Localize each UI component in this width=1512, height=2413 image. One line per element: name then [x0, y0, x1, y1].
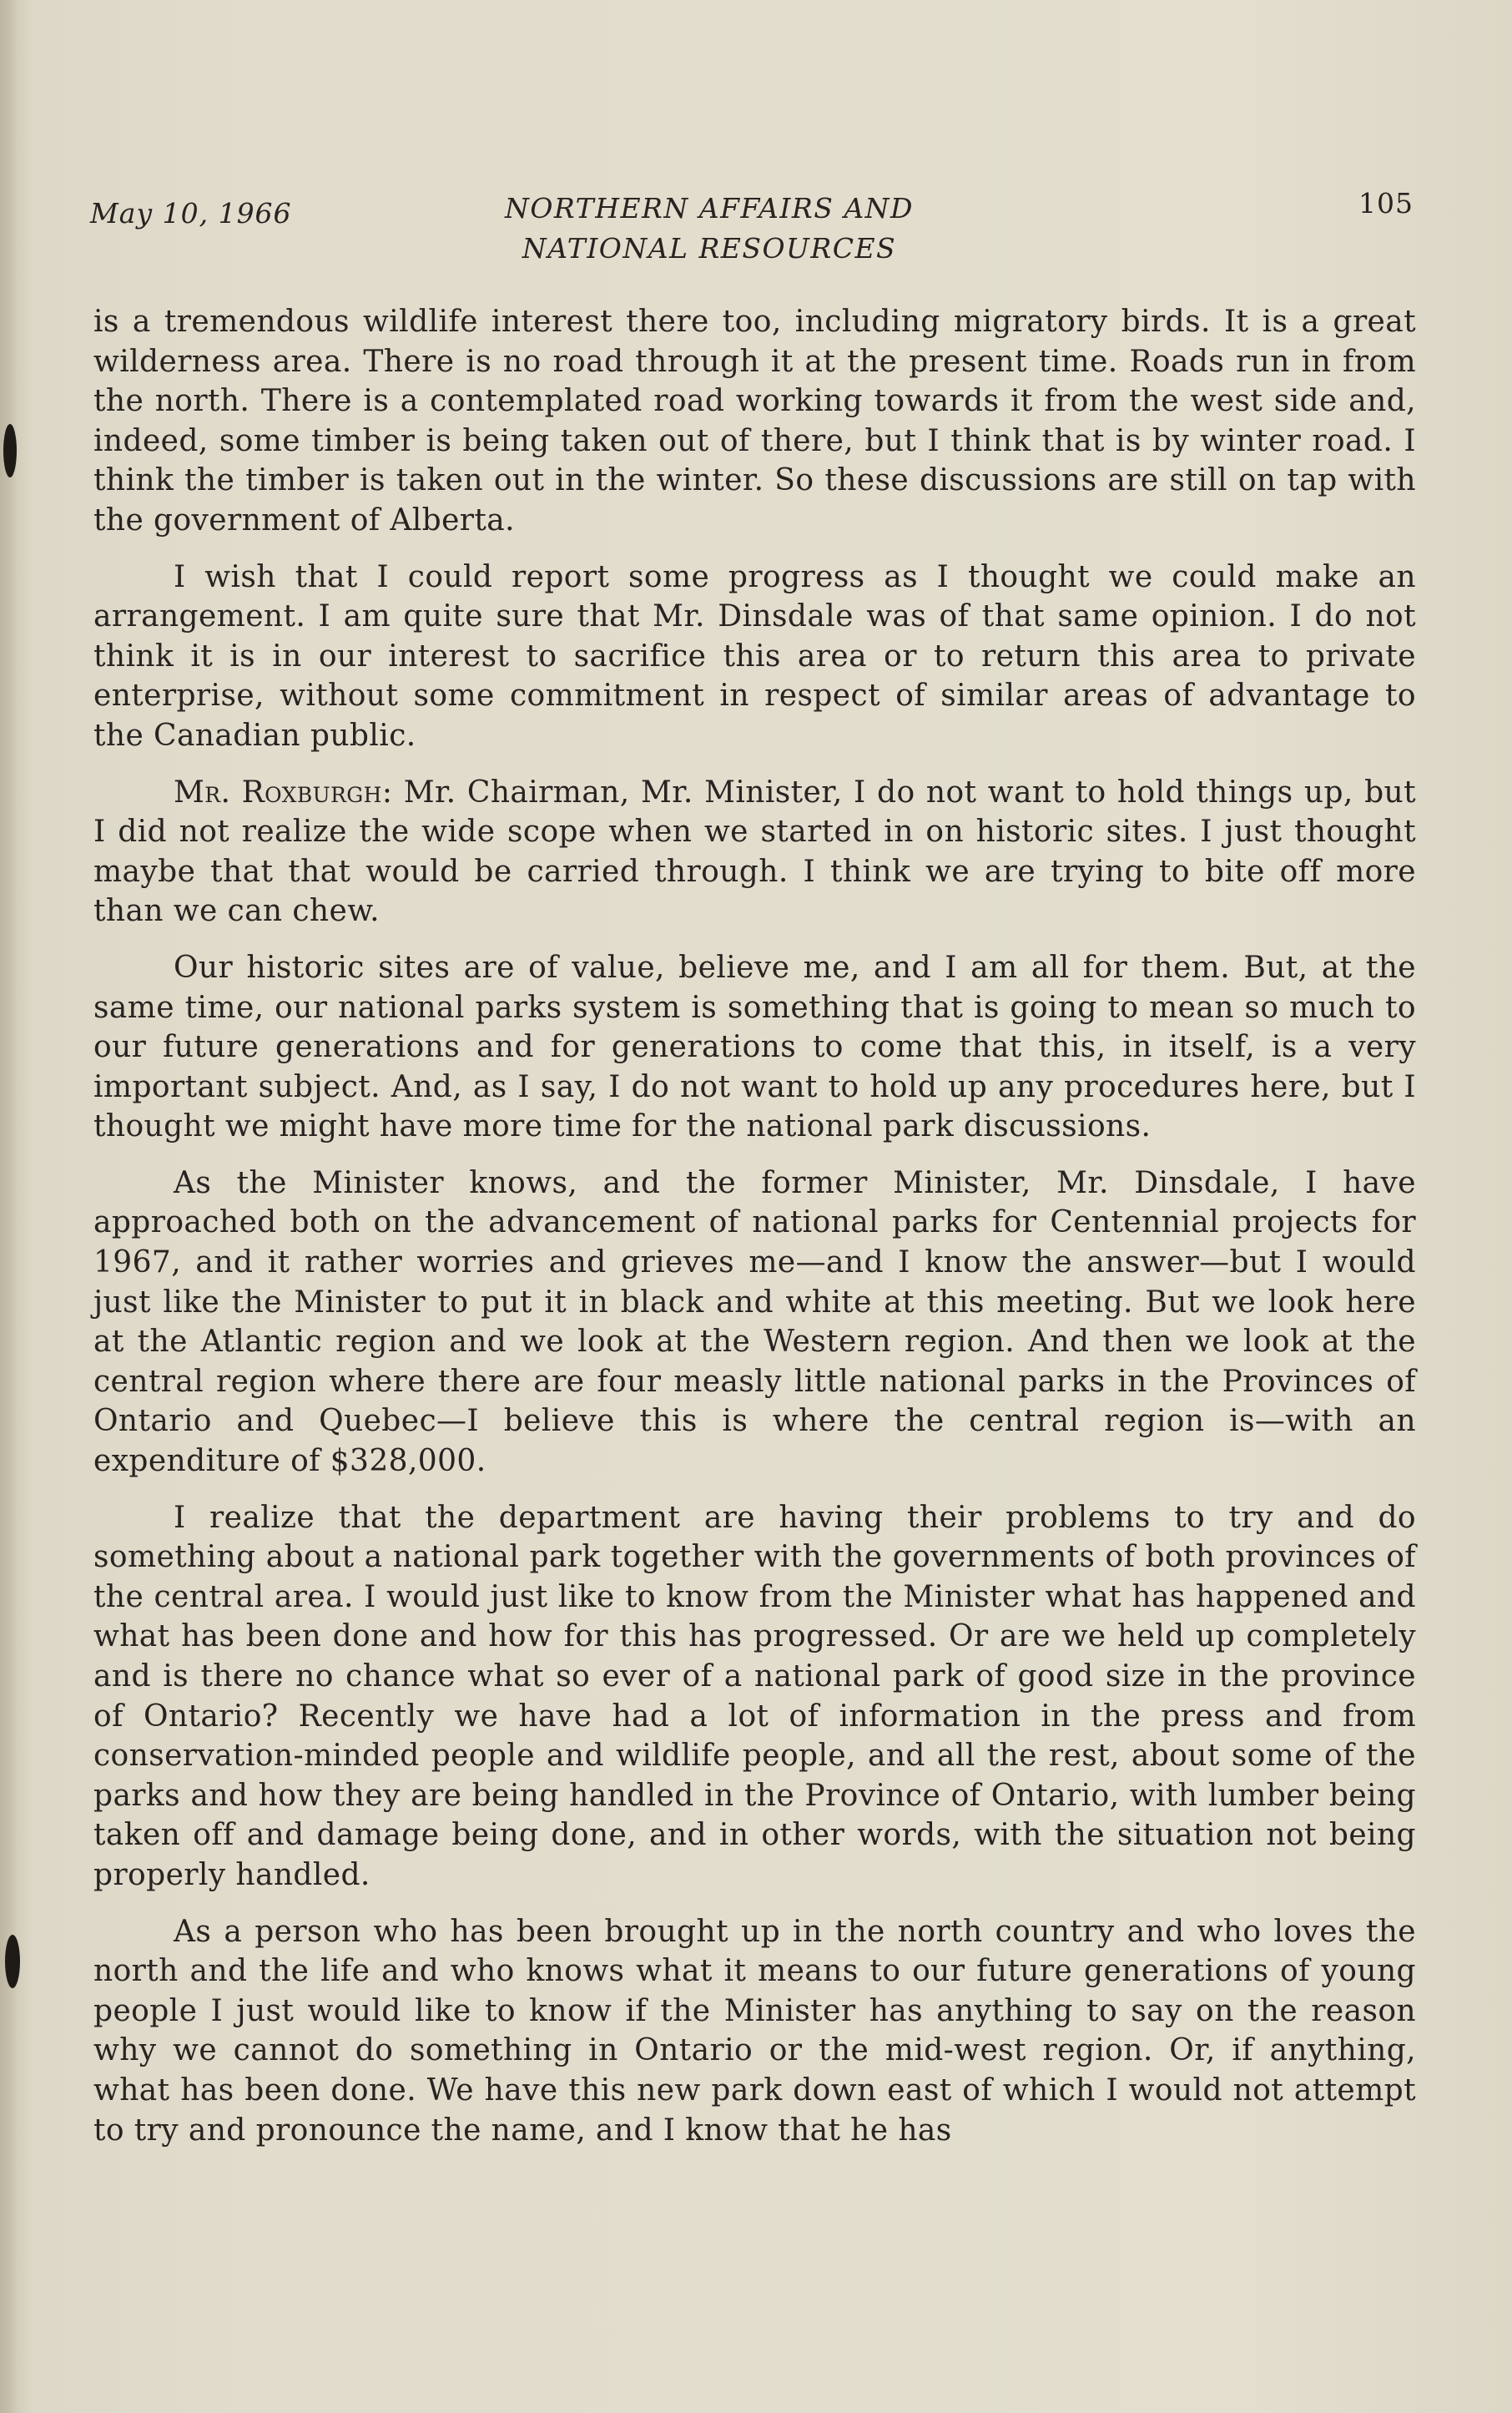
paragraph: [93, 1912, 1416, 2151]
paragraph: [93, 773, 1416, 931]
paragraph-text: I wish that I could report some progress as I thought we could make an arrangement. I am quite sure that Mr. Dinsdale was of that same opinion. I do not think it is in our interest to sacrifice this area or to return this area to private enterprise, without some commitment in respect of similar areas of advantage to the Canadian public.: [93, 559, 1416, 753]
header-title-line-1: NORTHERN AFFAIRS AND: [504, 192, 915, 225]
paragraph-text: As the Minister knows, and the former Minister, Mr. Dinsdale, I have approached both on the advancement of national parks for Centennial projects for 1967, and it rather worries and grieves me—and I know the answer—but I would just like the Minister to put it in black and white at this meeting. But we look here at the Atlantic region and we look at the Western region. And then we look at the central region where there are four measly little national parks in the Provinces of Ontario and Quebec—I believe this is where the central region is—with an expenditure of $328,000.: [93, 1165, 1416, 1479]
paragraph-text: Our historic sites are of value, believe me, and I am all for them. But, at the same time, our national parks system is something that is going to mean so much to our future generations and for generations to come that this, in itself, is a very important subject. And, as I say, I do not want to hold up any procedures here, but I thought we might have more time for the national park discussions.: [93, 950, 1416, 1144]
paragraph: [93, 302, 1416, 541]
page-number: 105: [1358, 187, 1414, 220]
binding-hole: [3, 424, 17, 477]
paragraph: [93, 558, 1416, 756]
paragraph: [93, 1498, 1416, 1896]
paragraph-text: is a tremendous wildlife interest there too, including migratory birds. It is a great wilderness area. There is no road through it at the present time. Roads run in from the north. There is a contemplated road working towards it from the west side and, indeed, some timber is being taken out of there, but I think that is by winter road. I think the timber is taken out in the winter. So these discussions are still on tap with the government of Alberta.: [93, 305, 1416, 538]
paragraph: [93, 948, 1416, 1147]
header-date: May 10, 1966: [90, 197, 292, 230]
body-text: [93, 302, 1416, 2167]
paragraph: [93, 1164, 1416, 1482]
page-edge-shadow: [0, 0, 18, 2413]
running-header: [0, 185, 1512, 277]
header-title-line-2: NATIONAL RESOURCES: [522, 232, 897, 265]
paragraph-text: I realize that the department are having their problems to try and do something about a national park together with the governments of both provinces of the central area. I would just like to know from the Minister what has happened and what has been done and how for this has progressed. Or are we held up completely and is there no chance what so ever of a national park of good size in the province of Ontario? Recently we have had a lot of information in the press and from conservation-minded people and wildlife people, and all the rest, about some of the parks and how they are being handled in the Province of Ontario, with lumber being taken off and damage being done, and in other words, with the situation not being properly handled.: [93, 1500, 1416, 1892]
paragraph-text: As a person who has been brought up in the north country and who loves the north and the life and who knows what it means to our future generations of young people I just would like to know if the Minister has anything to say on the reason why we cannot do something in Ontario or the mid-west region. Or, if anything, what has been done. We have this new park down east of which I would not attempt to try and pronounce the name, and I know that he has: [93, 1914, 1416, 2148]
paragraph-text: Mr. Chairman, Mr. Minister, I do not want to hold things up, but I did not realize the wide scope when we started in on historic sites. I just thought maybe that that would be carried through. I think we are trying to bite off more than we can chew.: [93, 775, 1417, 929]
speaker-name: Mr. Roxburgh:: [174, 775, 393, 810]
binding-hole: [5, 1935, 20, 1988]
header-title: [467, 189, 951, 269]
